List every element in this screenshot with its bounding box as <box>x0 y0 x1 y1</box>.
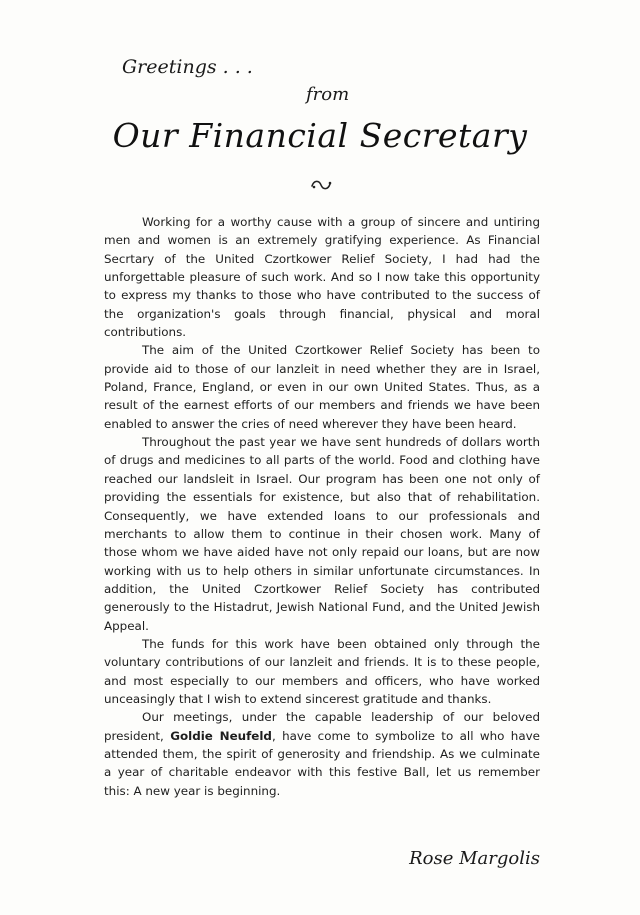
greeting-heading: Greetings . . . <box>122 56 253 78</box>
paragraph-5-text-start: Our meetings, under the capable leadership of our beloved president, <box>104 710 540 743</box>
page-title: Our Financial Secretary <box>112 116 528 155</box>
from-heading: from <box>306 84 350 105</box>
paragraph-4: The funds for this work have been obtained only through the voluntary contributions of our lanzleit and friends. It is to these people, and most especially to our members and officers, who have worked unceasingly that I wish to extend sincerest gratitude and thanks. <box>104 636 540 706</box>
letter-body <box>104 213 540 800</box>
paragraph-1: Working for a worthy cause with a group of sincere and untiring men and women is an extremely gratifying experience. As Financial Secrtary of the United Czortkower Relief Society, I had had the unforgettable pleasure of such work. And so I now take this opportunity to express my thanks to those who have contributed to the success of the organization's goals through financial, physical and moral contributions. <box>104 215 540 340</box>
president-name: Goldie Neufeld <box>170 728 272 743</box>
paragraph-5 <box>104 708 540 800</box>
signature: Rose Margolis <box>409 848 540 869</box>
paragraph-5-text-end: , have come to symbolize to all who have attended them, the spirit of generosity and friendship. As we culminate a year of charitable endeavor with this festive Ball, let us remember this: A new year is beginning. <box>104 728 540 798</box>
ornament-flourish-icon <box>310 178 334 192</box>
paragraph-3: Throughout the past year we have sent hundreds of dollars worth of drugs and medicines to all parts of the world. Food and clothing have reached our landsleit in Israel. Our program has been one not only of providing the essentials for existence, but also that of rehabilitation. Consequently, we have extended loans to our professionals and merchants to allow them to continue in their chosen work. Many of those whom we have aided have not only repaid our loans, but are now working with us to help others in similar unfortunate circumstances. In addition, the United Czortkower Relief Society has contributed generously to the Histadrut, Jewish National Fund, and the United Jewish Appeal. <box>104 435 540 633</box>
paragraph-2: The aim of the United Czortkower Relief Society has been to provide aid to those of our lanzleit in need whether they are in Israel, Poland, France, England, or even in our own United States. Thus, as a result of the earnest efforts of our members and friends we have been enabled to answer the cries of need wherever they have been heard. <box>104 343 540 431</box>
